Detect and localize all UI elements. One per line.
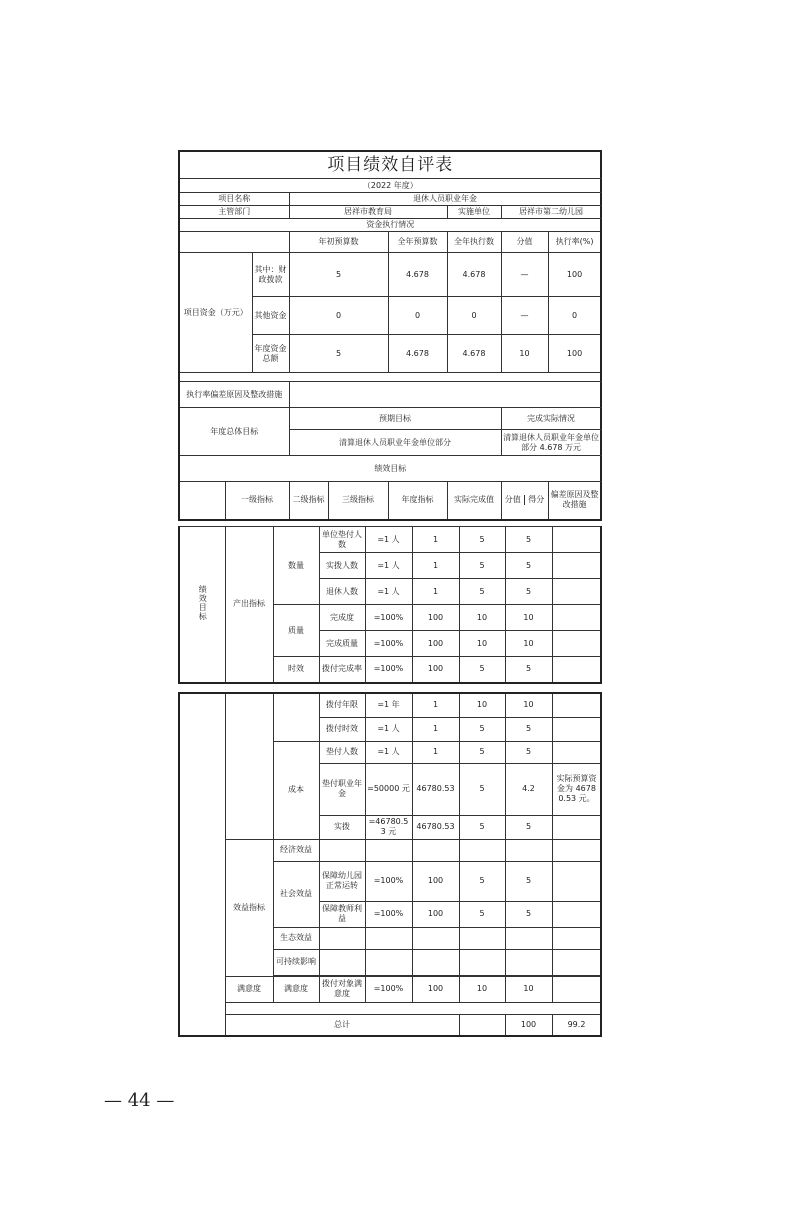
got-cell: 10 — [505, 976, 552, 1002]
funds-cell: 0 — [548, 297, 601, 335]
satisfaction-l2: 满意度 — [273, 976, 319, 1002]
funds-header-initial: 年初预算数 — [289, 232, 388, 253]
actual-cell: 46780.53 — [412, 815, 459, 839]
note-cell — [552, 527, 601, 553]
target-cell: =1 人 — [365, 579, 412, 605]
funds-cell: 5 — [289, 335, 388, 373]
l3-cell: 垫付人数 — [319, 741, 365, 763]
spacer-row — [179, 373, 601, 382]
l3-cell: 退休人数 — [319, 579, 365, 605]
score-cell: 5 — [459, 763, 505, 815]
score-cell: 5 — [459, 553, 505, 579]
l3-cell: 拨付完成率 — [319, 657, 365, 683]
target-cell: =1 人 — [365, 553, 412, 579]
score-cell: 10 — [459, 605, 505, 631]
total-label: 总计 — [225, 1014, 459, 1036]
total-blank — [459, 1014, 505, 1036]
target-cell: =1 年 — [365, 693, 412, 717]
score-cell: 10 — [459, 693, 505, 717]
l3-cell: 拨付对象满意度 — [319, 976, 365, 1002]
actual-blank — [412, 927, 459, 949]
page-number: — 44 — — [104, 1090, 175, 1111]
actual-cell: 100 — [412, 861, 459, 901]
actual-goal-header: 完成实际情况 — [501, 408, 601, 430]
funds-cell: 100 — [548, 253, 601, 297]
target-cell: =1 人 — [365, 527, 412, 553]
perf-table-page2 — [178, 692, 602, 1037]
perf-table-page1 — [178, 526, 602, 684]
target-cell: =1 人 — [365, 717, 412, 741]
note-cell — [552, 717, 601, 741]
actual-cell: 100 — [412, 901, 459, 927]
actual-cell: 1 — [412, 553, 459, 579]
deviation-label: 执行率偏差原因及整改措施 — [179, 382, 289, 408]
target-cell: =50000 元 — [365, 763, 412, 815]
funds-header-rate: 执行率(%) — [548, 232, 601, 253]
annual-goal-label: 年度总体目标 — [179, 408, 289, 456]
score-cell: 5 — [459, 815, 505, 839]
target-cell: =100% — [365, 901, 412, 927]
got-cell: 10 — [505, 605, 552, 631]
target-cell: =100% — [365, 861, 412, 901]
target-blank — [365, 949, 412, 975]
got-blank — [505, 839, 552, 861]
target-blank — [365, 839, 412, 861]
cost-label: 成本 — [273, 741, 319, 839]
funds-cell: 4.678 — [388, 335, 447, 373]
note-cell — [552, 579, 601, 605]
funds-cell: 100 — [548, 335, 601, 373]
perf-header-note: 偏差原因及整改措施 — [548, 482, 601, 520]
got-cell: 5 — [505, 657, 552, 683]
actual-goal-value: 清算退休人员职业年金单位部分 4.678 万元 — [501, 430, 601, 456]
target-cell: =1 人 — [365, 741, 412, 763]
l3-cell: 实拨 — [319, 815, 365, 839]
year-label: （2022 年度） — [179, 179, 601, 193]
self-evaluation-sheet-part1b — [178, 526, 600, 684]
impl-label: 实施单位 — [447, 206, 501, 219]
actual-blank — [412, 839, 459, 861]
note-cell — [552, 693, 601, 717]
l3-blank — [319, 949, 365, 975]
target-cell: =100% — [365, 657, 412, 683]
actual-cell: 46780.53 — [412, 763, 459, 815]
expected-goal-header: 预期目标 — [289, 408, 501, 430]
l3-cell: 保障教师利益 — [319, 901, 365, 927]
perf-header-blank — [179, 482, 225, 520]
actual-cell: 1 — [412, 693, 459, 717]
evaluation-table-top — [178, 150, 602, 521]
perf-section-title: 绩效目标 — [179, 456, 601, 482]
note-cell — [552, 741, 601, 763]
funds-cell: 0 — [289, 297, 388, 335]
dept-label: 主管部门 — [179, 206, 289, 219]
perf-header-l1: 一级指标 — [225, 482, 289, 520]
actual-cell: 1 — [412, 579, 459, 605]
l3-cell: 垫付职业年金 — [319, 763, 365, 815]
score-blank — [459, 839, 505, 861]
self-evaluation-sheet-part2 — [178, 692, 600, 1037]
note-cell — [552, 861, 601, 901]
got-cell: 10 — [505, 631, 552, 657]
got-cell: 5 — [505, 553, 552, 579]
sustain-label: 可持续影响 — [273, 949, 319, 975]
note-cell — [552, 976, 601, 1002]
spacer-row — [225, 1002, 601, 1014]
note-blank — [552, 949, 601, 975]
target-cell: =100% — [365, 605, 412, 631]
actual-cell: 1 — [412, 527, 459, 553]
funds-cell: 4.678 — [447, 335, 501, 373]
score-blank — [459, 949, 505, 975]
got-cell: 5 — [505, 527, 552, 553]
l3-cell: 保障幼儿园正常运转 — [319, 861, 365, 901]
score-cell: 5 — [459, 901, 505, 927]
note-cell — [552, 631, 601, 657]
l3-cell: 完成质量 — [319, 631, 365, 657]
funds-cell: 4.678 — [388, 253, 447, 297]
project-name-label: 项目名称 — [179, 193, 289, 206]
actual-cell: 100 — [412, 657, 459, 683]
l3-cell: 拨付时效 — [319, 717, 365, 741]
funds-header-executed: 全年执行数 — [447, 232, 501, 253]
got-blank — [505, 949, 552, 975]
score-cell: 5 — [459, 579, 505, 605]
funds-cell: — — [501, 253, 548, 297]
perf-header-l3: 三级指标 — [328, 482, 388, 520]
perf-side-label: 绩效目标 — [198, 584, 208, 621]
quality-label: 质量 — [273, 605, 319, 657]
actual-cell: 100 — [412, 631, 459, 657]
quantity-label: 数量 — [273, 527, 319, 605]
perf-side-blank — [179, 693, 225, 1036]
perf-header-got: 得分 — [528, 495, 545, 505]
expected-goal-value: 清算退休人员职业年金单位部分 — [289, 430, 501, 456]
actual-cell: 100 — [412, 976, 459, 1002]
got-cell: 5 — [505, 741, 552, 763]
total-score: 100 — [505, 1014, 552, 1036]
funds-cell: 10 — [501, 335, 548, 373]
l3-blank — [319, 839, 365, 861]
target-cell: =46780.53 元 — [365, 815, 412, 839]
funds-row-label: 年度资金总额 — [252, 335, 289, 373]
funds-cell: 0 — [388, 297, 447, 335]
funds-cell: 5 — [289, 253, 388, 297]
l3-cell: 单位垫付人数 — [319, 527, 365, 553]
l3-cell: 实拨人数 — [319, 553, 365, 579]
score-cell: 5 — [459, 527, 505, 553]
funds-header-annual: 全年预算数 — [388, 232, 447, 253]
got-cell: 5 — [505, 861, 552, 901]
score-cell: 5 — [459, 657, 505, 683]
note-cell — [552, 553, 601, 579]
actual-cell: 1 — [412, 717, 459, 741]
l2-continued-blank — [273, 693, 319, 741]
note-blank — [552, 927, 601, 949]
output-continued-blank — [225, 693, 273, 839]
timeliness-label: 时效 — [273, 657, 319, 683]
score-cell: 5 — [459, 717, 505, 741]
funds-row-label: 其中：财政拨款 — [252, 253, 289, 297]
funds-header-blank — [179, 232, 289, 253]
note-cell — [552, 657, 601, 683]
perf-header-score-got — [501, 482, 548, 520]
actual-blank — [412, 949, 459, 975]
got-cell: 5 — [505, 815, 552, 839]
funds-cell: 0 — [447, 297, 501, 335]
got-cell: 5 — [505, 901, 552, 927]
funds-side-label: 项目资金（万元） — [179, 253, 252, 373]
satisfaction-l1: 满意度 — [225, 976, 273, 1002]
perf-header-actual: 实际完成值 — [447, 482, 501, 520]
got-cell: 5 — [505, 579, 552, 605]
note-cell: 实际预算资金为 46780.53 元。 — [552, 763, 601, 815]
dept-value: 居祥市教育局 — [289, 206, 447, 219]
total-got: 99.2 — [552, 1014, 601, 1036]
project-name-value: 退休人员职业年金 — [289, 193, 601, 206]
social-label: 社会效益 — [273, 861, 319, 927]
perf-header-l2: 二级指标 — [289, 482, 328, 520]
got-cell: 4.2 — [505, 763, 552, 815]
funds-cell: 4.678 — [447, 253, 501, 297]
note-cell — [552, 605, 601, 631]
perf-header-target: 年度指标 — [388, 482, 447, 520]
target-cell: =100% — [365, 976, 412, 1002]
output-label: 产出指标 — [225, 527, 273, 683]
funds-section-title: 资金执行情况 — [179, 219, 601, 232]
impl-value: 居祥市第二幼儿园 — [501, 206, 601, 219]
l3-cell: 拨付年限 — [319, 693, 365, 717]
funds-header-score: 分值 — [501, 232, 548, 253]
actual-cell: 1 — [412, 741, 459, 763]
actual-cell: 100 — [412, 605, 459, 631]
got-blank — [505, 927, 552, 949]
funds-row-label: 其他资金 — [252, 297, 289, 335]
perf-side-label-cell — [179, 527, 225, 683]
note-cell — [552, 815, 601, 839]
note-cell — [552, 901, 601, 927]
eco-label: 生态效益 — [273, 927, 319, 949]
target-blank — [365, 927, 412, 949]
economic-label: 经济效益 — [273, 839, 319, 861]
score-cell: 10 — [459, 631, 505, 657]
score-blank — [459, 927, 505, 949]
l3-cell: 完成度 — [319, 605, 365, 631]
funds-cell: — — [501, 297, 548, 335]
got-cell: 5 — [505, 717, 552, 741]
target-cell: =100% — [365, 631, 412, 657]
score-cell: 5 — [459, 861, 505, 901]
got-cell: 10 — [505, 693, 552, 717]
note-blank — [552, 839, 601, 861]
benefit-label: 效益指标 — [225, 839, 273, 976]
score-cell: 5 — [459, 741, 505, 763]
deviation-value — [289, 382, 601, 408]
l3-blank — [319, 927, 365, 949]
self-evaluation-sheet-part1 — [178, 150, 600, 521]
page-title: 项目绩效自评表 — [179, 151, 601, 179]
score-cell: 10 — [459, 976, 505, 1002]
perf-header-score: 分值 — [502, 495, 526, 505]
